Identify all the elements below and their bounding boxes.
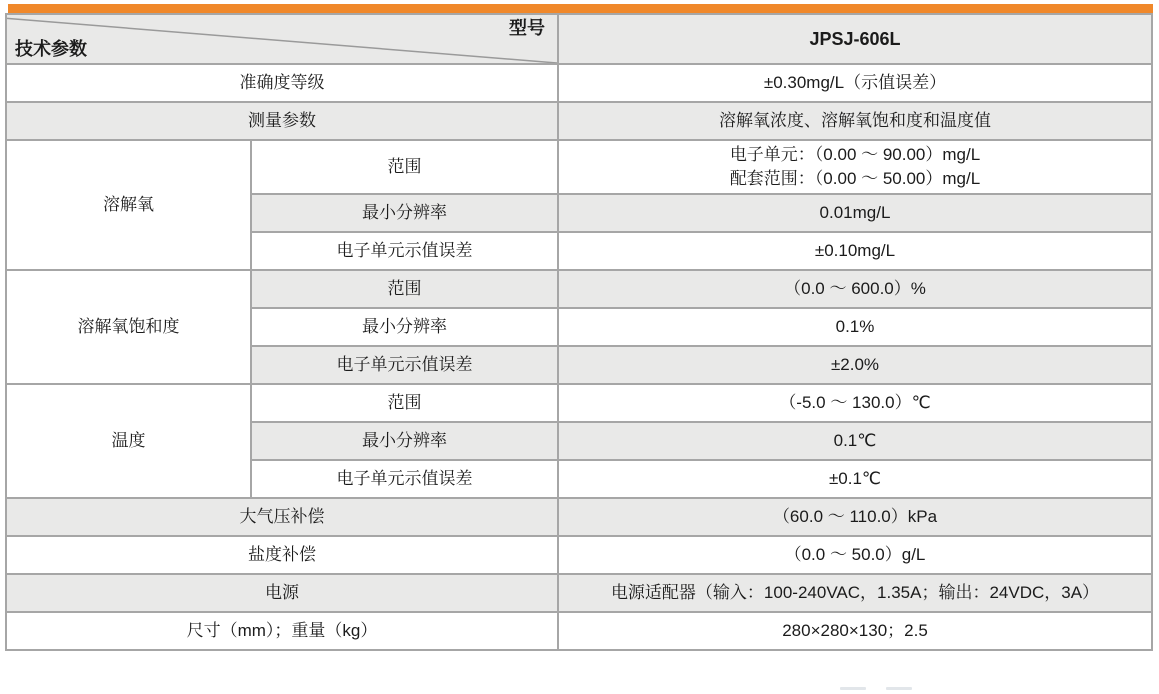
temperature-resolution-label-cell: 最小分辨率 — [251, 422, 558, 460]
corner-cell — [6, 14, 558, 64]
row-salinity — [6, 536, 1152, 574]
row-do-range — [6, 140, 1152, 194]
cropped-ui-artifact-left — [840, 687, 866, 690]
salinity-value-cell: （0.0 ～ 50.0）g/L — [558, 536, 1152, 574]
corner-label-model: 型号 — [509, 18, 545, 38]
accent-bar — [8, 4, 1153, 13]
row-pressure — [6, 498, 1152, 536]
saturation-resolution-value-cell: 0.1% — [558, 308, 1152, 346]
do-group-cell: 溶解氧 — [6, 140, 251, 270]
temperature-error-value-cell: ±0.1℃ — [558, 460, 1152, 498]
model-header-cell: JPSJ-606L — [558, 14, 1152, 64]
row-dimensions — [6, 612, 1152, 650]
row-power — [6, 574, 1152, 612]
do-range-line2: 配套范围：（0.00 ～ 50.00）mg/L — [729, 169, 981, 188]
spec-table — [5, 13, 1153, 651]
do-resolution-label-cell: 最小分辨率 — [251, 194, 558, 232]
header-row — [6, 14, 1152, 64]
temperature-group-cell: 温度 — [6, 384, 251, 498]
dimensions-value-cell: 280×280×130；2.5 — [558, 612, 1152, 650]
do-resolution-value-cell: 0.01mg/L — [558, 194, 1152, 232]
saturation-range-value-cell: （0.0 ～ 600.0）% — [558, 270, 1152, 308]
row-temperature-range — [6, 384, 1152, 422]
do-range-value-cell — [558, 140, 1152, 194]
power-label-cell: 电源 — [6, 574, 558, 612]
do-error-value-cell: ±0.10mg/L — [558, 232, 1152, 270]
temperature-resolution-value-cell: 0.1℃ — [558, 422, 1152, 460]
row-accuracy — [6, 64, 1152, 102]
do-range-line1: 电子单元：（0.00 ～ 90.00）mg/L — [729, 145, 981, 164]
temperature-error-label-cell: 电子单元示值误差 — [251, 460, 558, 498]
saturation-group-cell: 溶解氧饱和度 — [6, 270, 251, 384]
diagonal-divider-line — [7, 15, 557, 63]
pressure-value-cell: （60.0 ～ 110.0）kPa — [558, 498, 1152, 536]
spec-sheet-page — [5, 4, 1153, 651]
params-value-cell: 溶解氧浓度、溶解氧饱和度和温度值 — [558, 102, 1152, 140]
salinity-label-cell: 盐度补偿 — [6, 536, 558, 574]
params-label-cell: 测量参数 — [6, 102, 558, 140]
do-range-label-cell: 范围 — [251, 140, 558, 194]
temperature-range-label-cell: 范围 — [251, 384, 558, 422]
accuracy-label-cell: 准确度等级 — [6, 64, 558, 102]
pressure-label-cell: 大气压补偿 — [6, 498, 558, 536]
corner-label-tech-params: 技术参数 — [15, 38, 87, 59]
cropped-ui-artifact-right — [886, 687, 912, 690]
saturation-range-label-cell: 范围 — [251, 270, 558, 308]
power-value-cell: 电源适配器（输入：100-240VAC，1.35A；输出：24VDC，3A） — [558, 574, 1152, 612]
saturation-resolution-label-cell: 最小分辨率 — [251, 308, 558, 346]
dimensions-label-cell: 尺寸（mm）；重量（kg） — [6, 612, 558, 650]
saturation-error-label-cell: 电子单元示值误差 — [251, 346, 558, 384]
row-saturation-range — [6, 270, 1152, 308]
temperature-range-value-cell: （-5.0 ～ 130.0）℃ — [558, 384, 1152, 422]
do-error-label-cell: 电子单元示值误差 — [251, 232, 558, 270]
row-measured-params — [6, 102, 1152, 140]
accuracy-value-cell: ±0.30mg/L（示值误差） — [558, 64, 1152, 102]
saturation-error-value-cell: ±2.0% — [558, 346, 1152, 384]
